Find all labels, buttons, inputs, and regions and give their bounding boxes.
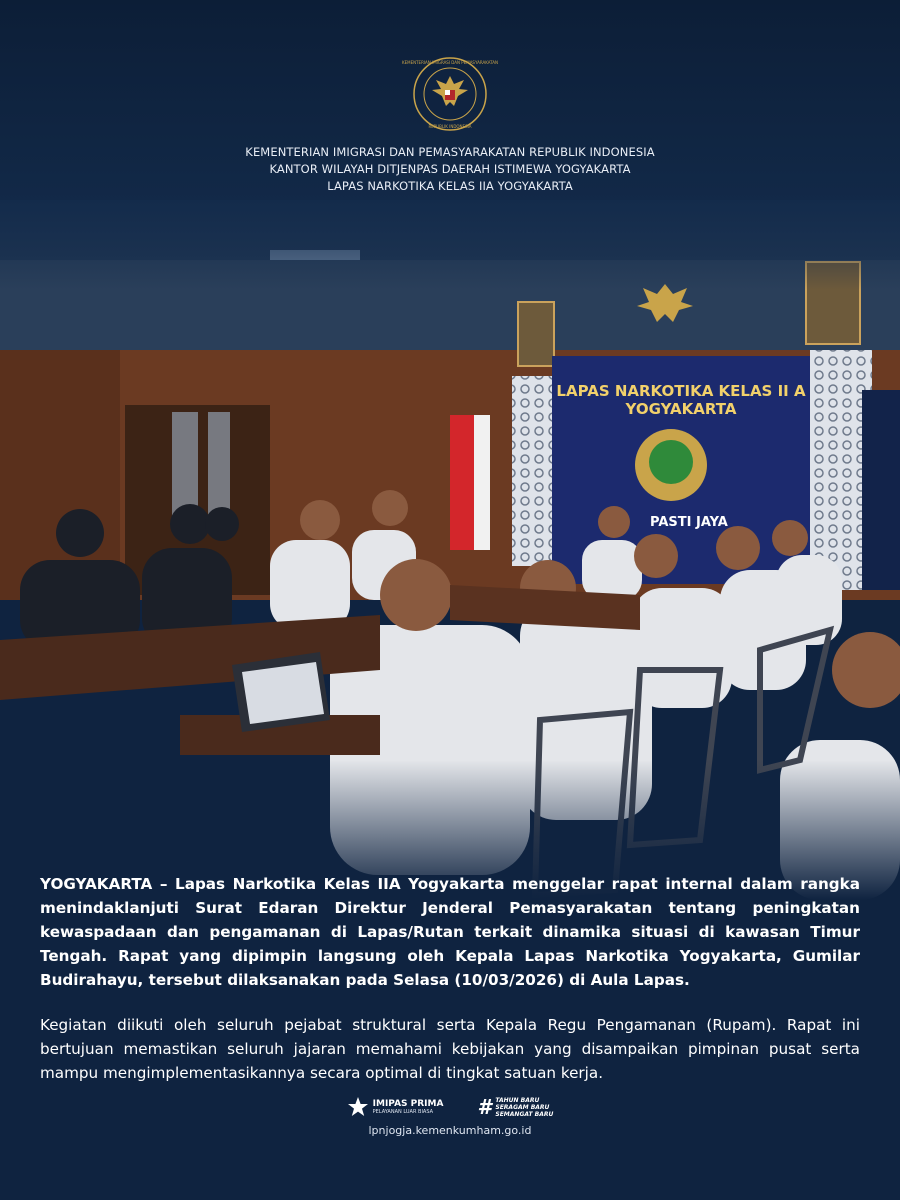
tahun-baru-line-1: TAHUN BARU: [495, 1096, 540, 1104]
imipas-prima-logo: [347, 1096, 444, 1118]
banner-line-1: LAPAS NARKOTIKA KELAS II A: [556, 382, 806, 400]
tahun-baru-logo: [477, 1097, 553, 1118]
banner-line-2: YOGYAKARTA: [625, 400, 737, 418]
caption-paragraph-2: Kegiatan diikuti oleh seluruh pejabat struktural serta Kepala Regu Pengamanan (Rupam). Rapat ini bertujuan memastikan seluruh jajaran memahami kebijakan yang disampaikan pimpinan pusat serta mampu mengimplementasikannya secara optimal di tingkat satuan kerja.: [40, 1016, 860, 1082]
footer: [0, 1096, 900, 1137]
agency-line-2: KANTOR WILAYAH DITJENPAS DAERAH ISTIMEWA YOGYAKARTA: [269, 162, 631, 176]
website-url: lpnjogja.kemenkumham.go.id: [368, 1124, 532, 1137]
banner-sub: PASTI JAYA: [650, 515, 728, 530]
agency-line-1: KEMENTERIAN IMIGRASI DAN PEMASYARAKATAN REPUBLIK INDONESIA: [245, 145, 655, 159]
agency-title-block: [0, 144, 900, 195]
emblem-bottom-text: REPUBLIK INDONESIA: [428, 124, 472, 129]
hashtag-icon: #: [477, 1095, 492, 1119]
tahun-baru-line-3: SEMANGAT BARU: [495, 1110, 554, 1118]
caption-paragraph-1: YOGYAKARTA – Lapas Narkotika Kelas IIA Yogyakarta menggelar rapat internal dalam rangka menindaklanjuti Surat Edaran Direktur Jenderal Pemasyarakatan tentang peningkatan kewaspadaan dan pengamanan di Lapas/Rutan terkait dinamika situasi di kawasan Timur Tengah. Rapat yang dipimpin langsung oleh Kepala Lapas Narkotika Yogyakarta, Gumilar Budirahayu, tersebut dilaksanakan pada Selasa (10/03/2026) di Aula Lapas.: [40, 875, 860, 989]
meeting-photo: [0, 200, 900, 900]
emblem-ring-text: KEMENTERIAN IMIGRASI DAN PEMASYARAKATAN: [401, 60, 499, 65]
footer-logos: [0, 1096, 900, 1118]
imipas-prima-title: IMIPAS PRIMA: [372, 1098, 444, 1109]
garuda-emblem-icon: [401, 56, 499, 132]
agency-line-3: LAPAS NARKOTIKA KELAS IIA YOGYAKARTA: [327, 179, 573, 193]
tahun-baru-line-2: SERAGAM BARU: [495, 1103, 550, 1111]
imipas-prima-sub: PELAYANAN LUAR BIASA: [372, 1108, 434, 1115]
caption: [40, 872, 860, 1106]
star-icon: [347, 1096, 369, 1118]
